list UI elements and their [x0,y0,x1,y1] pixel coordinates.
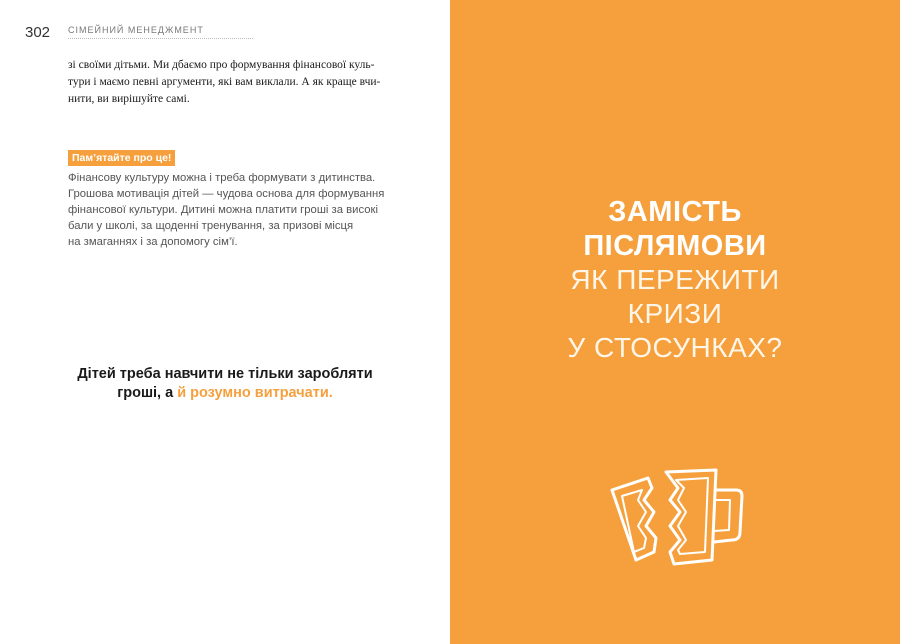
quote-text: гроші, а [117,385,178,401]
title-bold-line: ЗАМІСТЬ [608,196,742,228]
page-number: 302 [25,24,51,41]
running-head: СІМЕЙНИЙ МЕНЕДЖМЕНТ [68,25,204,35]
quote-accent-text: й розумно витрачати. [177,385,333,401]
right-page [450,0,900,644]
callout-label: Пам’ятайте про це! [68,150,175,166]
quote-line: Дітей треба навчити не тільки заробляти [77,366,373,382]
callout-line: бали у школі, за щоденні тренування, за призові місця [68,220,354,232]
callout-line: на змаганнях і за допомогу сім’ї. [68,236,238,248]
callout-line: фінансової культури. Дитині можна платити гроші за високі [68,204,378,216]
body-line: тури і маємо певні аргументи, які вам виклали. А як краще вчи- [68,76,381,88]
running-head-rule [68,38,253,39]
chapter-title [450,195,900,365]
body-line: нити, ви вирішуйте самі. [68,93,190,105]
callout-text [68,170,403,250]
title-light-line: КРИЗИ [627,298,723,329]
title-light-line: У СТОСУНКАХ? [567,332,783,363]
title-bold-line: ПІСЛЯМОВИ [583,230,767,262]
pull-quote [40,365,410,403]
callout-line: Грошова мотивація дітей — чудова основа для формування [68,188,385,200]
broken-mug-icon [608,460,748,570]
callout-line: Фінансову культуру можна і треба формувати з дитинства. [68,172,376,184]
body-line: зі своїми дітьми. Ми дбаємо про формування фінансової куль- [68,59,375,71]
body-paragraph [68,57,398,108]
quote-line [40,384,410,403]
title-light-line: ЯК ПЕРЕЖИТИ [570,264,780,295]
